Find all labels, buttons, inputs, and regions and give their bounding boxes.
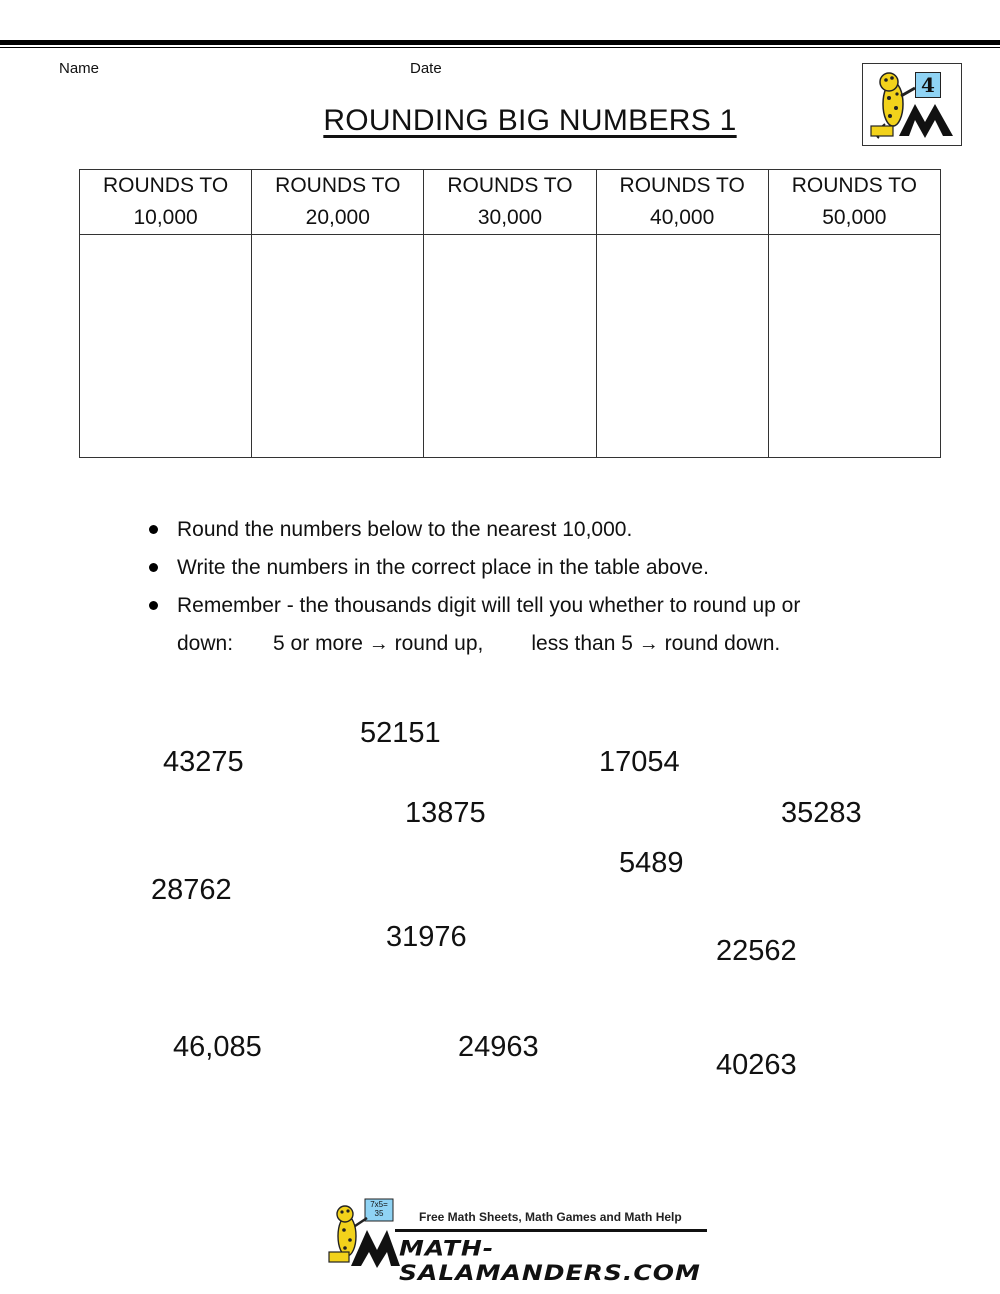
answer-cell-10000[interactable] (80, 235, 252, 458)
footer-site-name[interactable]: MATH-SALAMANDERS.COM (399, 1236, 701, 1286)
number-17054: 17054 (599, 746, 680, 778)
number-28762: 28762 (151, 874, 232, 906)
page-title: ROUNDING BIG NUMBERS 1 (323, 104, 737, 137)
number-13875: 13875 (405, 797, 486, 829)
footer-rule (395, 1229, 707, 1232)
answer-cell-30000[interactable] (424, 235, 596, 458)
answer-cell-40000[interactable] (596, 235, 768, 458)
number-43275: 43275 (163, 746, 244, 778)
number-40263: 40263 (716, 1049, 797, 1081)
footer-logo-sign: 7x5= 35 (370, 1200, 388, 1218)
instruction-item: Remember - the thousands digit will tell you whether to round up or down: 5 or more → round up, less than 5 → round down. (145, 587, 945, 663)
date-label: Date (410, 60, 442, 77)
number-24963: 24963 (458, 1031, 539, 1063)
grade-logo (862, 63, 962, 146)
answer-cell-50000[interactable] (768, 235, 940, 458)
rounding-table (79, 169, 941, 458)
footer-tagline: Free Math Sheets, Math Games and Math Help (419, 1210, 682, 1224)
column-header-10000: ROUNDS TO 10,000 (80, 170, 252, 235)
salamander-logo-icon (863, 64, 961, 145)
answer-cell-20000[interactable] (252, 235, 424, 458)
table-answer-row (80, 235, 941, 458)
number-35283: 35283 (781, 797, 862, 829)
top-rule-thin (0, 47, 1000, 48)
column-header-30000: ROUNDS TO 30,000 (424, 170, 596, 235)
number-5489: 5489 (619, 847, 684, 879)
table-header-row (80, 170, 941, 235)
number-31976: 31976 (386, 921, 467, 953)
top-rule (0, 40, 1000, 45)
arrow-right-icon: → (638, 633, 659, 655)
number-46085: 46,085 (173, 1031, 262, 1063)
column-header-50000: ROUNDS TO 50,000 (768, 170, 940, 235)
footer-logo (325, 1196, 715, 1286)
column-header-40000: ROUNDS TO 40,000 (596, 170, 768, 235)
arrow-right-icon: → (368, 633, 389, 655)
grade-number: 4 (915, 72, 941, 98)
number-22562: 22562 (716, 935, 797, 967)
name-label: Name (59, 60, 100, 77)
instructions-list (145, 511, 945, 663)
number-52151: 52151 (360, 717, 441, 749)
instruction-item: Write the numbers in the correct place in the table above. (145, 549, 945, 587)
column-header-20000: ROUNDS TO 20,000 (252, 170, 424, 235)
instruction-item: Round the numbers below to the nearest 10,000. (145, 511, 945, 549)
